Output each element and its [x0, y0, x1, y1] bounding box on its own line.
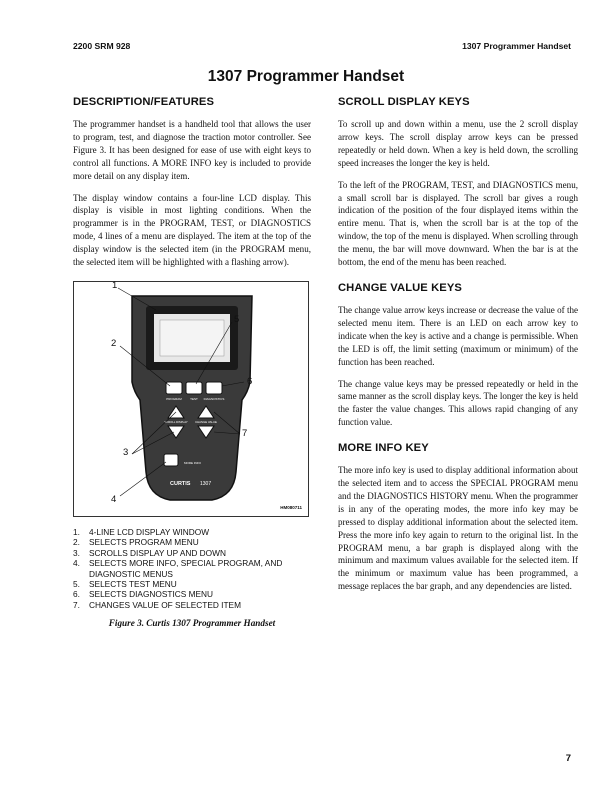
left-column	[73, 96, 311, 628]
test-key-label: TEST	[190, 396, 198, 401]
callout-7: 7	[242, 427, 248, 439]
callout-4: 4	[111, 493, 117, 505]
figure-caption: Figure 3. Curtis 1307 Programmer Handset	[108, 618, 276, 629]
description-paragraph-1: The programmer handset is a handheld tool that allows the user to program, test, and diagnose the traction motor controller. See Figure 3. It has been designed for ease of use with eight keys to control all functions. A MORE INFO key is included to provide more detail on any display item.	[73, 119, 311, 181]
section-heading-change-value-keys: CHANGE VALUE KEYS	[338, 281, 462, 294]
change-paragraph-2: The change value keys may be pressed repeatedly or held in the same manner as the scroll display keys. The longer the key is held the faster the value changes. This allows rapid changing of any function value.	[338, 378, 578, 428]
callout-3: 3	[123, 446, 129, 458]
figure-handset-illustration	[73, 281, 309, 517]
description-paragraph-2: The display window contains a four-line LCD display. This display is visible in most lighting conditions. When the programmer is in the PROGRAM, TEST, or DIAGNOSTICS mode, 4 lines of a menu are displayed. The item at the top of the display window is the selected item (in the PROGRAM menu, the selected item will be highlighted with a flashing arrow).	[73, 192, 311, 268]
legend-item: 6. SELECTS DIAGNOSTICS MENU	[73, 589, 214, 600]
legend-item: 5. SELECTS TEST MENU	[73, 579, 177, 589]
legend-item: 3. SCROLLS DISPLAY UP AND DOWN	[73, 547, 226, 558]
page-number: 7	[565, 753, 571, 764]
handset-model: 1307	[200, 480, 212, 487]
section-heading-scroll-display-keys: SCROLL DISPLAY KEYS	[338, 96, 470, 108]
figure-legend	[73, 527, 311, 610]
running-header-title: 1307 Programmer Handset	[462, 41, 571, 51]
legend-item: 1. 4-LINE LCD DISPLAY WINDOW	[73, 526, 210, 537]
handset-drawing	[74, 279, 310, 518]
section-heading-more-info-key: MORE INFO KEY	[338, 442, 429, 455]
scroll-paragraph-2: To the left of the PROGRAM, TEST, and DIAGNOSTICS menu, a small scroll bar is displayed. The scroll bar gives a rough indication of the position of the four displayed items within the entire menu. That is, when the scroll bar is at the top of the window, the top of the menu is displayed. When scrolling through the menu, the bar will move downward. When the bar is at the bottom, the end of the menu has been reached.	[338, 179, 578, 268]
test-key	[186, 382, 202, 394]
callout-6: 6	[247, 375, 253, 387]
scroll-display-label: SCROLL DISPLAY	[164, 419, 188, 424]
more-info-paragraph: The more info key is used to display additional information about the selected item and to access the SPECIAL PROGRAM menu and the DIAGNOSTICS HISTORY menu. When the programmer is in any of the operating modes, the more info key may be pressed to display additional information about the selected item. Press the more info key again to return to the original list. In the PROGRAM menu, a bar graph is displayed along with the minimum and maximum values available for the selected item. If the minimum or maximum value has been programmed, a message replaces the bar graph, and any dependencies are listed.	[338, 465, 578, 592]
more-info-key	[164, 454, 178, 466]
more-info-key-label: MORE INFO	[184, 460, 201, 465]
callout-5: 5	[234, 313, 240, 325]
change-paragraph-1: The change value arrow keys increase or decrease the value of the selected menu item. There is an LED on each arrow key to indicate when the key is active and a change is permissible. When the LED is off, the limit setting (maximum or minimum) of the function has been reached.	[338, 304, 578, 367]
section-heading-description: DESCRIPTION/FEATURES	[73, 96, 215, 108]
callout-1: 1	[112, 279, 118, 291]
legend-item: 2. SELECTS PROGRAM MENU	[73, 537, 199, 548]
diagnostics-key-label: DIAGNOSTICS	[203, 396, 225, 401]
page-title: 1307 Programmer Handset	[207, 68, 405, 85]
legend-item: 7. CHANGES VALUE OF SELECTED ITEM	[73, 599, 241, 610]
callout-2: 2	[111, 337, 117, 349]
right-column	[338, 96, 578, 602]
running-header-doc-number: 2200 SRM 928	[73, 41, 131, 51]
legend-item: 4. SELECTS MORE INFO, SPECIAL PROGRAM, AND DIAGNOSTIC MENUS	[73, 558, 283, 579]
handset-brand: CURTIS	[170, 480, 191, 487]
diagnostics-key	[206, 382, 222, 394]
scroll-paragraph-1: To scroll up and down within a menu, use the 2 scroll display arrow keys. The scroll display arrow keys can be pressed repeatedly or held down. When a key is held down, the scrolling speed increases the longer the key is held.	[338, 119, 578, 168]
program-key-label: PROGRAM	[166, 396, 182, 401]
figure-image-code: HM080711	[280, 504, 302, 510]
program-key	[166, 382, 182, 394]
change-value-label: CHANGE VALUE	[195, 419, 217, 424]
